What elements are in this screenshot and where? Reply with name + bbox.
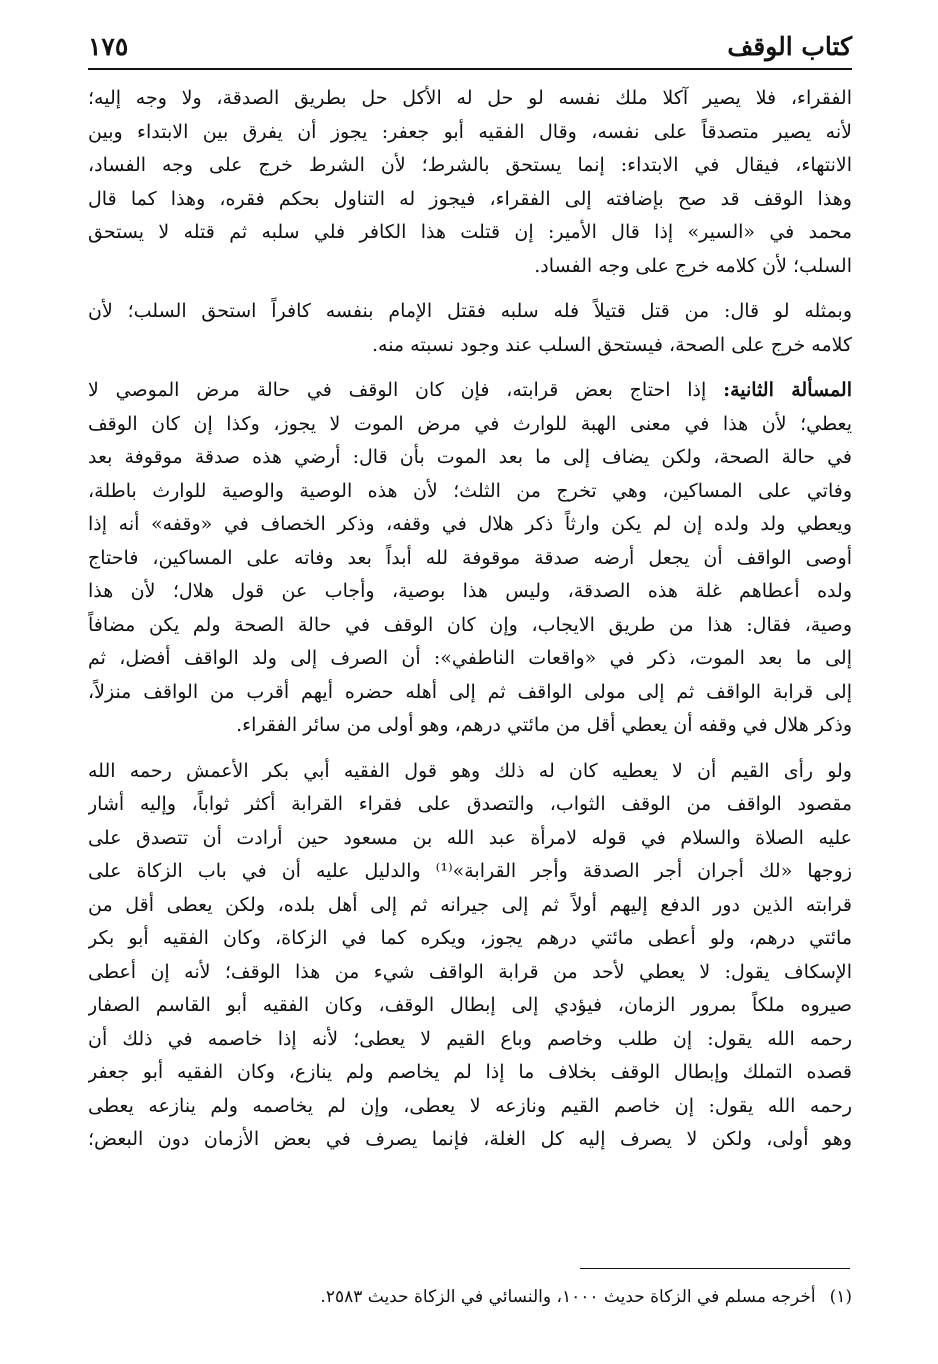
text-line: لأنه يصير متصدقاً على نفسه، وقال الفقيه أبو جعفر: يجوز أن يفرق بين الابتداء وبين bbox=[88, 120, 852, 143]
text-line: مقصود الواقف من الوقف الثواب، والتصدق على فقراء القرابة أكثر ثواباً، وإليه أشار bbox=[88, 793, 852, 815]
text-line: وبمثله لو قال: من قتل قتيلاً فله سلبه فقتل الإمام بنفسه كافراً استحق السلب؛ لأن bbox=[88, 300, 852, 322]
footnote bbox=[88, 1282, 852, 1312]
paragraph bbox=[88, 82, 852, 283]
text-line: أوصى الواقف أن يجعل أرضه صدقة موقوفة لله أبداً بعد وفاته على المساكين، فاحتاج bbox=[88, 546, 852, 569]
text-line: الانتهاء، فيقال في الابتداء: إنما يستحق بالشرط؛ لأن الشرط خرج على وجه الفساد، bbox=[88, 154, 852, 176]
page-number: ١٧٥ bbox=[88, 32, 129, 61]
running-title: كتاب الوقف bbox=[727, 32, 852, 61]
text-line: إلى قرابة الواقف ثم إلى مولى الواقف ثم إلى أهله حضره أيهم أقرب من الواقف منزلاً، bbox=[88, 680, 852, 703]
footnote-text: أخرجه مسلم في الزكاة حديث ١٠٠٠، والنسائي في الزكاة حديث ٢٥٨٣. bbox=[320, 1287, 816, 1307]
text-line: يعطي؛ لأن هذا في معنى الهبة للوارث في مرض الموت لا يجوز، وكذا إن كان الوقف bbox=[88, 412, 852, 435]
text-line: مائتي درهم، ولو أعطى مائتي درهم يجوز، ويكره كما في الزكاة، وكان الفقيه أبو بكر bbox=[88, 927, 852, 949]
paragraph bbox=[88, 374, 852, 743]
text-line: وصية، فقال: هذا من طريق الايجاب، وإن كان الوقف في حالة الصحة ولم يكن مضافاً bbox=[88, 613, 852, 636]
text-line bbox=[88, 374, 852, 408]
text-line: وهو أولى، ولكن لا يصرف إليه كل الغلة، فإنما يصرف في بعض الأزمان دون البعض؛ bbox=[88, 1128, 852, 1150]
text-line: إلى ما بعد الموت، ذكر في «واقعات الناطفي»: أن الصرف إلى ولد الواقف أفضل، ثم bbox=[88, 647, 852, 669]
text-line: محمد في «السير» إذا قال الأمير: إن قتلت هذا الكافر فلي سلبه ثم قتله لا يستحق bbox=[88, 221, 852, 243]
text-line: وفاتي على المساكين، وهي تخرج من الثلث؛ لأن هذه الوصية والوصية للوارث باطلة، bbox=[88, 479, 852, 502]
text-line: زوجها «لك أجران أجر الصدقة وأجر القرابة»⁽¹⁾ والدليل عليه أن في باب الزكاة على bbox=[88, 860, 852, 882]
paragraph bbox=[88, 755, 852, 1157]
text-line: قرابته الذين دور الدفع إليهم أولاً ثم إلى جيرانه ثم إلى أهل بلده، ولكن يعطى أقل من bbox=[88, 893, 852, 916]
text-line: عليه الصلاة والسلام في قوله لامرأة عبد الله بن مسعود حين أرادت أن تتصدق على bbox=[88, 826, 852, 849]
section-heading: المسألة الثانية: bbox=[723, 379, 852, 401]
text-line: الإسكاف يقول: لا يعطي لأحد من قرابة الواقف شيء من هذا الوقف؛ لأنه إن أعطى bbox=[88, 960, 852, 983]
page-header bbox=[88, 30, 852, 64]
body-text bbox=[88, 82, 852, 1169]
text-line: السلب؛ لأن كلامه خرج على وجه الفساد. bbox=[534, 254, 852, 277]
text-line: ولو رأى القيم أن لا يعطيه كان له ذلك وهو قول الفقيه أبي بكر الأعمش رحمه الله bbox=[88, 759, 852, 782]
text-line: رحمه الله يقول: إن خاصم القيم ونازعه لا يعطى، وإن لم يخاصمه ولم ينازعه يعطى bbox=[88, 1094, 852, 1117]
footnote-divider bbox=[580, 1268, 850, 1269]
text-line: وهذا الوقف قد صح بإضافته إلى الفقراء، فيجوز له التناول بحكم فقره، وهذا كما قال bbox=[88, 187, 852, 210]
text-line: ولده أعطاهم غلة هذه الصدقة، وليس هذا بوصية، وأجاب عن قول هلال؛ لأن هذا bbox=[88, 580, 852, 602]
text-line: ويعطي ولد ولده إن لم يكن وارثاً ذكر هلال في وقفه، وذكر الخصاف في «وقفه» أنه إذا bbox=[88, 513, 852, 535]
text-line: صيروه ملكاً بمرور الزمان، فيؤدي إلى إبطال الوقف، وكان الفقيه أبو القاسم الصفار bbox=[88, 994, 852, 1016]
text-line: في حالة الصحة، ولكن يضاف إلى ما بعد الموت بأن قال: أرضي هذه صدقة موقوفة بعد bbox=[88, 446, 852, 468]
footnote-marker: (١) bbox=[829, 1287, 852, 1307]
text-run: إذا احتاج بعض قرابته، فإن كان الوقف في حالة مرض الموصي لا bbox=[88, 379, 724, 401]
text-line: كلامه خرج على الصحة، فيستحق السلب عند وجود نسبته منه. bbox=[371, 333, 852, 356]
header-divider bbox=[88, 68, 852, 70]
text-line: قصده التملك وإبطال الوقف بخلاف ما إذا لم يخاصم ولم ينازع، وكان الفقيه أبو جعفر bbox=[88, 1061, 852, 1083]
paragraph bbox=[88, 295, 852, 362]
text-line: الفقراء، فلا يصير آكلا ملك نفسه لو حل له الأكل حل بطريق الصدقة، ولا وجه إليه؛ bbox=[88, 87, 852, 109]
text-line: وذكر هلال في وقفه أن يعطي أقل من مائتي درهم، وهو أولى من سائر الفقراء. bbox=[236, 714, 852, 736]
text-line: رحمه الله يقول: إن طلب وخاصم وباع القيم لا يعطى؛ لأنه إذا خاصمه في ذلك أن bbox=[88, 1027, 852, 1050]
